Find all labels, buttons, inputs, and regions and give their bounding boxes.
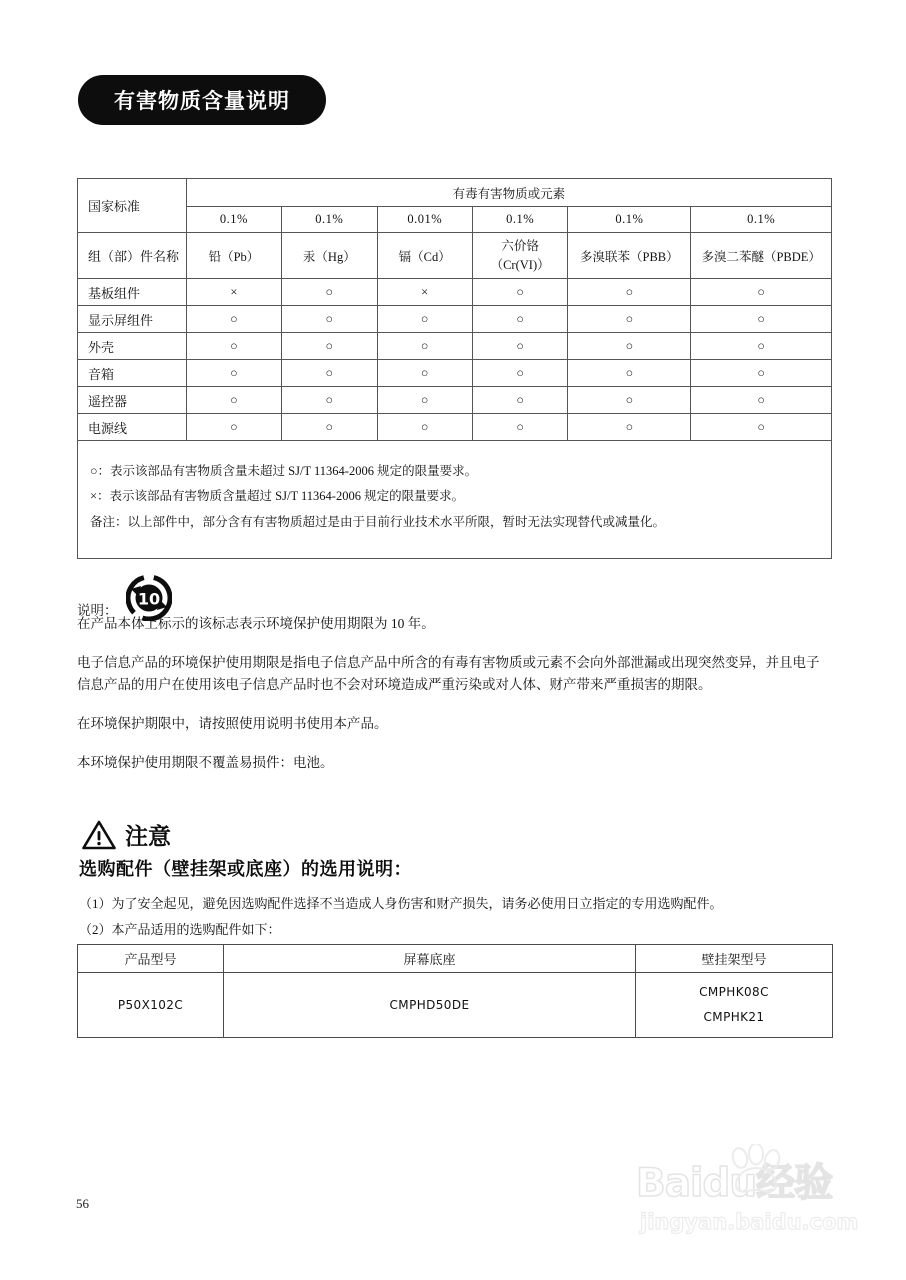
note-cross-meaning: ×：表示该部品有害物质含量超过 SJ/T 11364-2006 规定的限量要求。	[90, 489, 465, 504]
table-row	[78, 360, 832, 387]
cell-status: ○	[691, 333, 832, 360]
watermark-url: jingyan.baidu.com	[640, 1210, 859, 1234]
caution-subheading: 选购配件（壁挂架或底座）的选用说明：	[79, 859, 412, 880]
note-remark: 备注：以上部件中，部分含有有害物质超过是由于目前行业技术水平所限，暂时无法实现替代或减量化。	[90, 514, 666, 529]
cell-status: ×	[186, 279, 281, 306]
table-row	[78, 973, 833, 1038]
cell-status: ○	[472, 333, 567, 360]
element-cd: 镉（Cd）	[377, 233, 472, 279]
table-row	[78, 306, 832, 333]
cell-status: ○	[377, 387, 472, 414]
accessory-mount	[636, 973, 833, 1038]
cell-status: ○	[282, 387, 377, 414]
explanation-paragraph-4: 本环境保护使用期限不覆盖易损件：电池。	[77, 755, 334, 770]
cell-status: ○	[472, 360, 567, 387]
component-name: 音箱	[78, 360, 187, 387]
paw-print-icon	[724, 1144, 786, 1196]
accessory-model: P50X102C	[78, 973, 224, 1038]
element-hg: 汞（Hg）	[282, 233, 377, 279]
accessories-header-row	[78, 945, 833, 973]
accessories-table	[77, 944, 833, 1038]
limit-pbb: 0.1%	[568, 207, 691, 233]
table-row	[78, 414, 832, 441]
cell-status: ○	[472, 279, 567, 306]
caution-item-1: （1）为了安全起见，避免因选购配件选择不当造成人身伤害和财产损失，请务必使用日立指定的专用选购配件。	[79, 896, 723, 911]
table-row	[78, 333, 832, 360]
explanation-label: 说明：	[77, 603, 118, 618]
component-name: 遥控器	[78, 387, 187, 414]
cell-status: ○	[377, 360, 472, 387]
warning-triangle-icon	[82, 820, 116, 850]
table-row	[78, 279, 832, 306]
table-notes-row	[78, 441, 832, 559]
component-name: 外壳	[78, 333, 187, 360]
cell-status: ○	[691, 306, 832, 333]
cell-status: ○	[691, 387, 832, 414]
cell-status: ○	[186, 306, 281, 333]
cell-status: ○	[377, 333, 472, 360]
cell-status: ○	[472, 387, 567, 414]
component-name: 显示屏组件	[78, 306, 187, 333]
table-header-elements-row	[78, 233, 832, 279]
hazardous-substances-table	[77, 178, 832, 559]
caution-header	[82, 818, 171, 851]
element-crvi-line1: 六价铬	[501, 238, 539, 253]
cell-status: ○	[568, 360, 691, 387]
component-name: 基板组件	[78, 279, 187, 306]
note-circle-meaning: ○：表示该部品有害物质含量未超过 SJ/T 11364-2006 规定的限量要求。	[90, 463, 478, 478]
section-title-banner	[78, 75, 326, 125]
page-title: 有害物质含量说明	[114, 89, 290, 113]
explanation-paragraph-1: 在产品本体上标示的该标志表示环境保护使用期限为 10 年。	[77, 616, 435, 631]
table-row	[78, 387, 832, 414]
element-pb: 铅（Pb）	[186, 233, 281, 279]
cell-status: ○	[377, 414, 472, 441]
cell-status: ○	[282, 306, 377, 333]
explanation-paragraph-3: 在环境保护期限中，请按照使用说明书使用本产品。	[77, 716, 388, 731]
cell-status: ○	[691, 360, 832, 387]
cell-status: ○	[691, 279, 832, 306]
cell-status: ○	[472, 414, 567, 441]
accessory-stand: CMPHD50DE	[224, 973, 636, 1038]
table-header-limits-row	[78, 207, 832, 233]
accessory-mount-line-2: CMPHK21	[703, 1010, 765, 1024]
cell-status: ○	[568, 387, 691, 414]
limit-cd: 0.01%	[377, 207, 472, 233]
limit-pbde: 0.1%	[691, 207, 832, 233]
header-national-standard: 国家标准	[78, 179, 187, 233]
cell-status: ○	[691, 414, 832, 441]
cell-status: ○	[472, 306, 567, 333]
cell-status: ○	[282, 333, 377, 360]
component-name: 电源线	[78, 414, 187, 441]
limit-crvi: 0.1%	[472, 207, 567, 233]
caution-item-2: （2）本产品适用的选购配件如下：	[79, 922, 281, 937]
watermark-brand-text	[636, 1152, 832, 1208]
accessory-mount-line-1: CMPHK08C	[699, 984, 769, 999]
cell-status: ○	[282, 414, 377, 441]
accessories-header-stand: 屏幕底座	[224, 945, 636, 973]
caution-heading: 注意	[125, 824, 171, 850]
cell-status: ○	[186, 387, 281, 414]
cell-status: ○	[568, 414, 691, 441]
cell-status: ○	[568, 279, 691, 306]
table-header-group-row	[78, 179, 832, 207]
header-component-name: 组（部）件名称	[78, 233, 187, 279]
cell-status: ○	[186, 414, 281, 441]
cell-status: ○	[377, 306, 472, 333]
cell-status: ○	[282, 279, 377, 306]
cell-status: ○	[186, 360, 281, 387]
cell-status: ○	[568, 306, 691, 333]
table-notes	[78, 441, 832, 559]
page-number: 56	[76, 1196, 89, 1211]
header-substance-group: 有毒有害物质或元素	[186, 179, 831, 207]
element-pbb: 多溴联苯（PBB）	[568, 233, 691, 279]
accessories-header-model: 产品型号	[78, 945, 224, 973]
limit-hg: 0.1%	[282, 207, 377, 233]
watermark-brand: Baidu	[636, 1161, 757, 1206]
epup-years-text: 10	[137, 589, 160, 609]
accessories-header-mount: 壁挂架型号	[636, 945, 833, 973]
baidu-watermark	[636, 1152, 886, 1244]
element-crvi-line2: （Cr(VI)）	[490, 257, 550, 272]
cell-status: ○	[186, 333, 281, 360]
cell-status: ×	[377, 279, 472, 306]
element-crvi	[472, 233, 567, 279]
explanation-paragraph-2: 电子信息产品的环境保护使用期限是指电子信息产品中所含的有毒有害物质或元素不会向外部泄漏或出现突然变异，并且电子信息产品的用户在使用该电子信息产品时也不会对环境造成严重污染或对人体、财产带来严重损害的期限。	[77, 655, 820, 692]
watermark-brand-cn: 经验	[756, 1161, 833, 1206]
cell-status: ○	[568, 333, 691, 360]
element-pbde: 多溴二苯醚（PBDE）	[691, 233, 832, 279]
limit-pb: 0.1%	[186, 207, 281, 233]
cell-status: ○	[282, 360, 377, 387]
